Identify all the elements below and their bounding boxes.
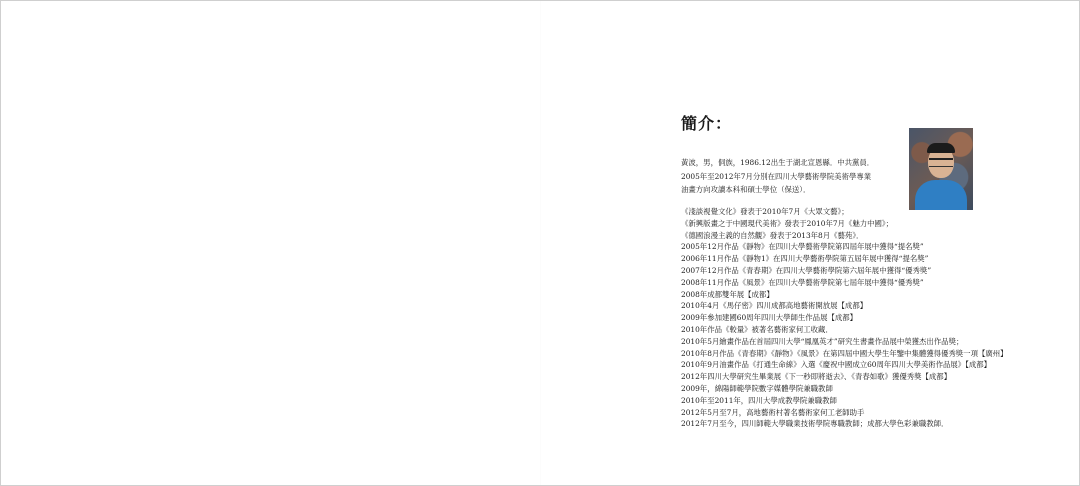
list-item: 2007年12月作品《青春期》在四川大學藝術學院第六屆年展中獲得“優秀獎”	[681, 265, 932, 275]
bio-block	[681, 156, 921, 197]
page-title: 簡介：	[681, 114, 733, 133]
list-item: 2009年，綿陽師範學院數字媒體學院兼職教師	[681, 383, 833, 393]
list-item: 《新興版畫之于中國現代美術》發表于2010年7月《魅力中國》；	[681, 218, 893, 228]
list-item: 2010年8月作品《青春期》《靜物》《風景》在第四屆中國大學生年鑒中集體獲得優秀獎一項【廣州】	[681, 348, 1008, 358]
photo-glasses-icon	[929, 158, 953, 167]
bio-line: 油畫方向攻讀本科和碩士學位（保送）．	[681, 185, 811, 194]
bio-line: 2005年至2012年7月分別在四川大學藝術學院美術學專業	[681, 171, 872, 181]
list-item: 2008年11月作品《風景》在四川大學藝術學院第七屆年展中獲得“優秀獎”	[681, 277, 924, 287]
list-item: 2010年至2011年，四川大學成教學院兼職教師	[681, 395, 837, 405]
list-item: 《淺談視覺文化》發表于2010年7月《大眾文藝》；	[681, 207, 849, 216]
list-item: 2005年12月作品《靜物》在四川大學藝術學院第四屆年展中獲得“提名獎”	[681, 242, 924, 252]
list-item: 《德國浪漫主義的自然觀》發表于2013年8月《藝苑》．	[681, 230, 864, 240]
list-item: 2006年11月作品《靜物1》在四川大學藝術學院第五屆年展中獲得“提名獎”	[681, 254, 929, 264]
photo-hair	[927, 143, 955, 153]
page-spine	[540, 1, 541, 485]
list-item: 2012年四川大學研究生畢業展《下一秒即將逝去》、《青春如歌》獲優秀獎【成都】	[681, 372, 952, 382]
list-item: 2009年參加建國60周年四川大學師生作品展【成都】	[681, 313, 858, 323]
list-item: 2010年9月油畫作品《打通生命線》入選《慶祝中國成立60周年四川大學美術作品展》【成都】	[681, 360, 992, 370]
bio-line: 黃波，男，侗族，1986.12出生于湖北宣恩縣．中共黨員．	[681, 158, 875, 167]
list-item: 2008年成都雙年展【成都】	[681, 289, 774, 299]
list-item: 2012年7月至今，四川師範大學職業技術學院專職教師；成都大學色彩兼職教師．	[681, 419, 949, 429]
list-item: 2010年4月《馬仔密》四川成都高地藝術開放展【成都】	[681, 301, 868, 311]
list-item: 2012年5月至7月，高地藝術村著名藝術家何工老師助手	[681, 407, 865, 417]
achievement-list	[681, 206, 1041, 430]
list-item: 2010年作品《較量》被著名藝術家何工收藏．	[681, 324, 833, 334]
list-item: 2010年5月繪畫作品在首屆四川大學“鳳凰英才”研究生書畫作品展中榮獲杰出作品獎；	[681, 336, 964, 346]
